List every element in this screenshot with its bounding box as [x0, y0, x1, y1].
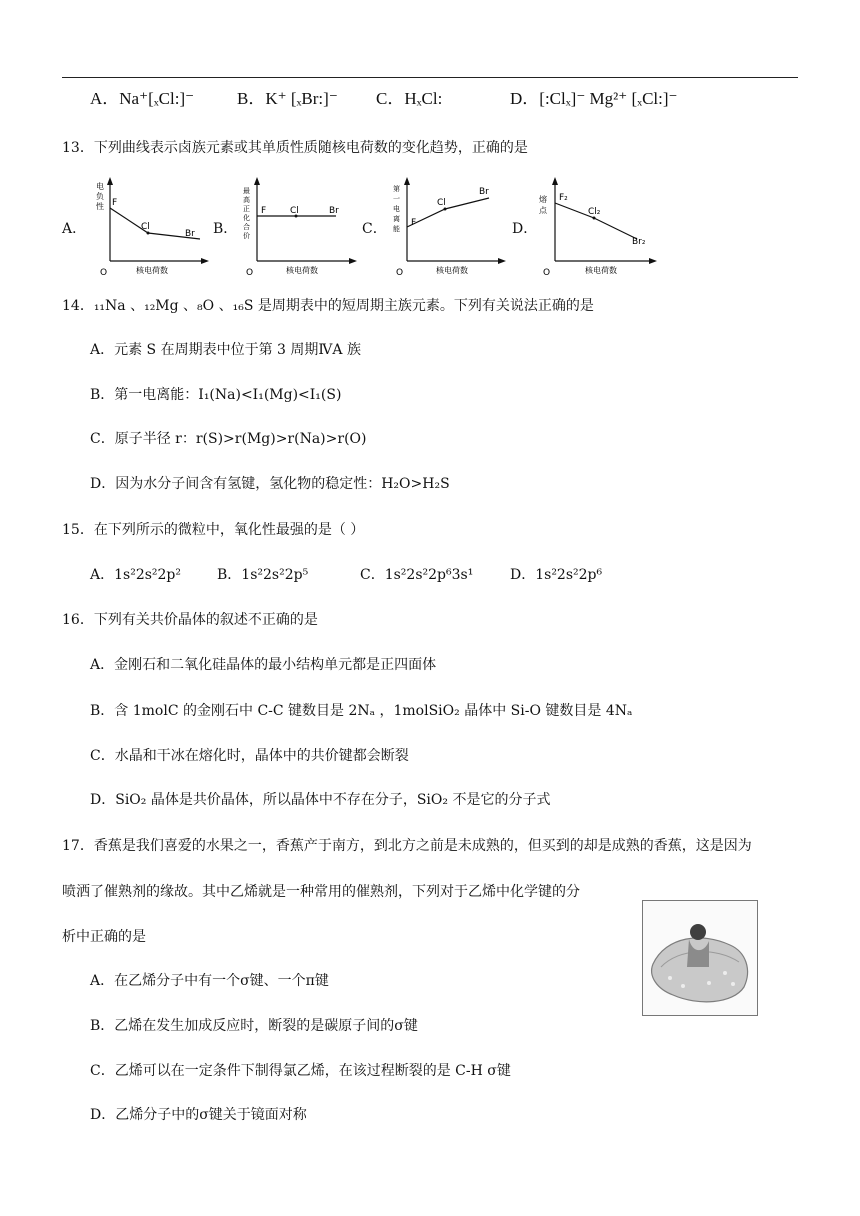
q13-graph-c-ylabel-1: 第 [393, 185, 400, 193]
q16-option-a: A．金刚石和二氧化硅晶体的最小结构单元都是正四面体 [90, 657, 437, 673]
q14-option-c: C．原子半径 r：r(S)>r(Mg)>r(Na)>r(O) [90, 431, 367, 447]
q13-graph-d-point-br2: Br₂ [632, 237, 646, 247]
q13-graph-a-point-f: F [112, 198, 118, 208]
q13-graph-a-xlabel: 核电荷数 [136, 266, 168, 275]
q13-graph-a-ylabel-2: 负 [96, 192, 104, 201]
q13-graph-a-point-cl: Cl [141, 222, 150, 232]
q16-option-c: C．水晶和干冰在熔化时，晶体中的共价键都会断裂 [90, 748, 409, 764]
q13-graph-a-ylabel-3: 性 [96, 202, 104, 211]
q13-graph-c-xlabel: 核电荷数 [436, 266, 468, 275]
q17-stem-line2: 喷洒了催熟剂的缘故。其中乙烯就是一种常用的催熟剂，下列对于乙烯中化学键的分 [62, 884, 580, 900]
q13-graph-a-ylabel-1: 电 [96, 182, 104, 191]
q16-option-b: B．含 1molC 的金刚石中 C-C 键数目是 2Nₐ ，1molSiO₂ 晶体中 Si-O 键数目是 4Nₐ [90, 703, 633, 719]
q13-graph-b-origin: O [246, 268, 254, 277]
q15-option-a: A．1s²2s²2p² [90, 567, 181, 583]
q13-stem: 13．下列曲线表示卤族元素或其单质性质随核电荷数的变化趋势，正确的是 [62, 140, 528, 156]
q16-stem: 16．下列有关共价晶体的叙述不正确的是 [62, 612, 318, 628]
q13-option-c-label: C． [362, 221, 387, 237]
q15-stem: 15．在下列所示的微粒中，氧化性最强的是（ ） [62, 522, 365, 538]
q13-graph-d-point-cl2: Cl₂ [588, 207, 601, 217]
q14-option-d: D．因为水分子间含有氢键，氢化物的稳定性：H₂O>H₂S [90, 476, 450, 492]
q12-option-c: C．HₓCl: [376, 89, 443, 108]
q13-graph-d-ylabel-1: 熔 [539, 195, 547, 204]
q13-graph-d-origin: O [543, 268, 551, 277]
q13-graph-d-point-f2: F₂ [559, 193, 568, 203]
q14-option-b: B．第一电离能：I₁(Na)<I₁(Mg)<I₁(S) [90, 387, 342, 403]
q13-graph-a-point-br: Br [185, 229, 195, 239]
q13-graph-d [535, 175, 660, 277]
q17-stem-line1: 17．香蕉是我们喜爱的水果之一，香蕉产于南方，到北方之前是未成熟的，但买到的却是成熟的香蕉，这是因为 [62, 838, 752, 854]
q12-option-d: D．[:Clₓ]⁻ Mg²⁺ [ₓCl:]⁻ [510, 89, 678, 108]
banana-girl-illustration [642, 900, 758, 1016]
q13-graph-b-ylabel-1: 最 [243, 187, 250, 195]
q13-graph-a [96, 175, 211, 277]
q13-graph-b-ylabel-5: 合 [243, 223, 250, 231]
q13-graph-b-point-br: Br [329, 206, 339, 216]
q13-graph-c-ylabel-2: 一 [393, 195, 400, 203]
q13-graph-b-point-f: F [261, 206, 267, 216]
q13-graph-c-ylabel-5: 能 [393, 225, 400, 233]
q17-option-d: D．乙烯分子中的σ键关于镜面对称 [90, 1107, 307, 1123]
q14-stem: 14．₁₁Na 、₁₂Mg 、₈O 、₁₆S 是周期表中的短周期主族元素。下列有关说法正确的是 [62, 298, 594, 314]
q13-graph-b-point-cl: Cl [290, 206, 299, 216]
q13-graph-a-origin: O [100, 268, 108, 277]
q13-option-b-label: B． [213, 221, 238, 237]
illustration-drawing [643, 901, 757, 1015]
q13-graph-b-ylabel-4: 化 [243, 214, 250, 222]
q17-stem-line3: 析中正确的是 [62, 929, 146, 945]
q13-graph-c [391, 175, 509, 277]
q13-graph-c-origin: O [396, 268, 404, 277]
q17-option-a: A．在乙烯分子中有一个σ键、一个π键 [90, 973, 329, 989]
q14-option-a: A．元素 S 在周期表中位于第 3 周期ⅣA 族 [90, 342, 361, 358]
q13-graph-b-ylabel-3: 正 [243, 205, 250, 213]
q13-option-a-label: A． [62, 221, 87, 237]
q13-graph-b-ylabel-2: 高 [243, 196, 250, 204]
q12-option-a: A．Na⁺[ₓCl:]⁻ [90, 89, 195, 108]
q15-option-b: B．1s²2s²2p⁵ [217, 567, 309, 583]
q13-graph-b-ylabel-6: 价 [243, 232, 250, 240]
q13-graph-c-ylabel-3: 电 [393, 205, 400, 213]
q13-graph-c-ylabel-4: 离 [393, 215, 400, 223]
q13-graph-b-xlabel: 核电荷数 [286, 266, 318, 275]
q13-graph-d-ylabel-2: 点 [539, 206, 547, 215]
q12-option-b: B．K⁺ [ₓBr:]⁻ [237, 89, 338, 108]
q13-graph-c-point-cl: Cl [437, 198, 446, 208]
q13-graph-c-point-f: F [411, 218, 417, 228]
q17-option-c: C．乙烯可以在一定条件下制得氯乙烯，在该过程断裂的是 C-H σ键 [90, 1063, 511, 1079]
q13-graph-c-point-br: Br [479, 187, 489, 197]
q15-option-c: C．1s²2s²2p⁶3s¹ [360, 567, 474, 583]
q16-option-d: D．SiO₂ 晶体是共价晶体，所以晶体中不存在分子，SiO₂ 不是它的分子式 [90, 792, 551, 808]
q15-option-d: D．1s²2s²2p⁶ [510, 567, 603, 583]
header-rule [62, 77, 798, 78]
q17-option-b: B．乙烯在发生加成反应时，断裂的是碳原子间的σ键 [90, 1018, 418, 1034]
q13-graph-d-xlabel: 核电荷数 [585, 266, 617, 275]
q13-option-d-label: D． [512, 221, 538, 237]
q13-graph-b [241, 175, 361, 277]
